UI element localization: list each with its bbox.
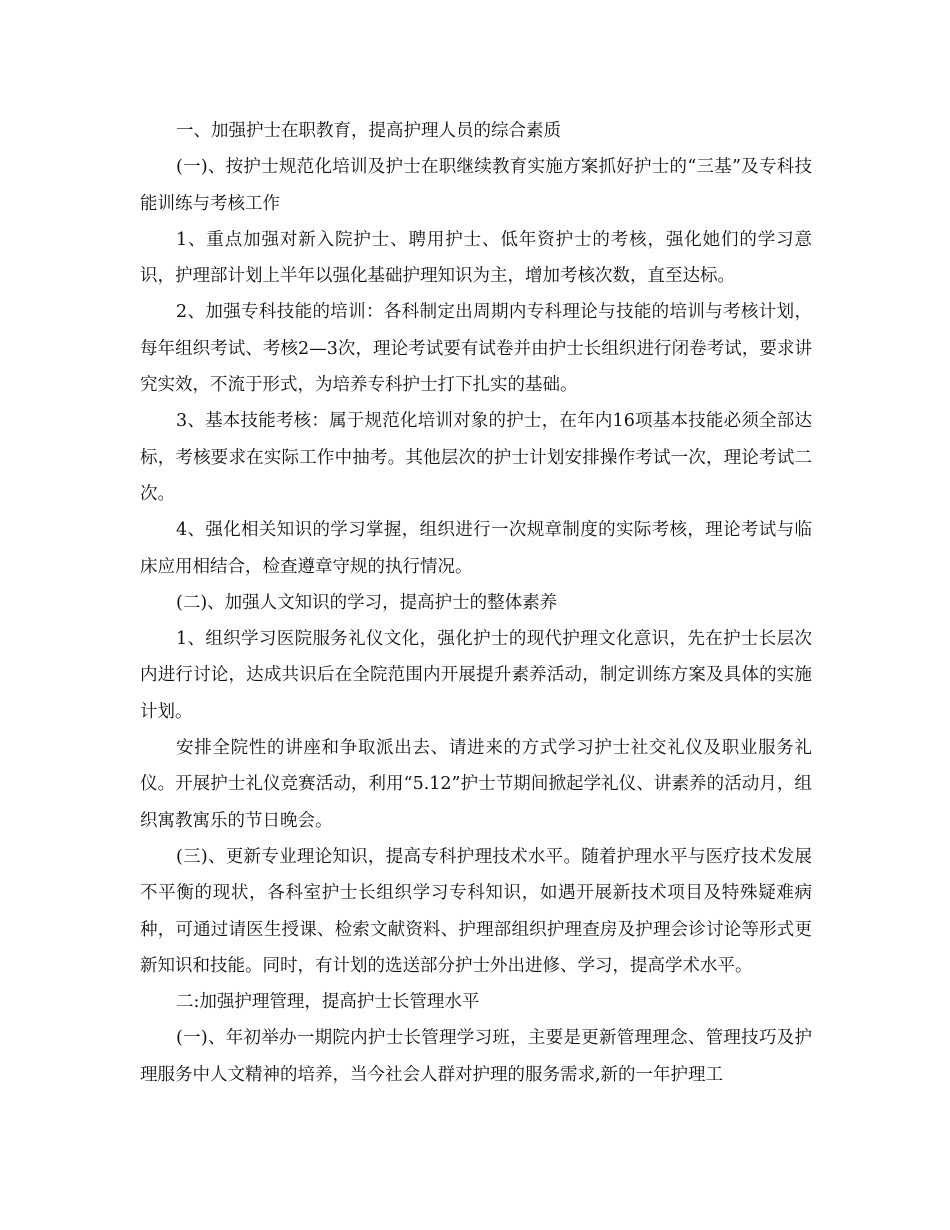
subheading-2-1: (一)、年初举办一期院内护士长管理学习班，主要是更新管理理念、管理技巧及护理服务中人文精神的培养，当今社会人群对护理的服务需求,新的一年护理工 (140, 1028, 812, 1085)
paragraph-item-3: 3、基本技能考核：属于规范化培训对象的护士，在年内16项基本技能必须全部达标，考核要求在实际工作中抽考。其他层次的护士计划安排操作考试一次，理论考试二次。 (140, 411, 812, 504)
paragraph-etiquette: 安排全院性的讲座和争取派出去、请进来的方式学习护士社交礼仪及职业服务礼仪。开展护士礼仪竞赛活动，利用“5.12”护士节期间掀起学礼仪、讲素养的活动月，组织寓教寓乐的节日晚会。 (140, 738, 812, 831)
subheading-1-3: (三)、更新专业理论知识，提高专科护理技术水平。随着护理水平与医疗技术发展不平衡的现状，各科室护士长组织学习专科知识，如遇开展新技术项目及特殊疑难病种，可通过请医生授课、检索文献资料、护理部组织护理查房及护理会诊讨论等形式更新知识和技能。同时，有计划的选送部分护士外出进修、学习，提高学术水平。 (140, 846, 812, 976)
paragraph-item-5: 1、组织学习医院服务礼仪文化，强化护士的现代护理文化意识，先在护士长层次内进行讨论，达成共识后在全院范围内开展提升素养活动，制定训练方案及具体的实施计划。 (140, 629, 812, 722)
heading-section-1: 一、加强护士在职教育，提高护理人员的综合素质 (176, 121, 561, 141)
document-body (140, 113, 812, 1093)
paragraph-item-2: 2、加强专科技能的培训：各科制定出周期内专科理论与技能的培训与考核计划，每年组织考试、考核2—3次，理论考试要有试卷并由护士长组织进行闭卷考试，要求讲究实效，不流于形式，为培养专科护士打下扎实的基础。 (140, 302, 812, 396)
heading-section-2: 二:加强护理管理，提高护士长管理水平 (176, 992, 480, 1013)
subheading-1-1: (一)、按护士规范化培训及护士在职继续教育实施方案抓好护士的“三基”及专科技能训练与考核工作 (140, 157, 812, 214)
paragraph-item-1: 1、重点加强对新入院护士、聘用护士、低年资护士的考核，强化她们的学习意识，护理部计划上半年以强化基础护理知识为主，增加考核次数，直至达标。 (140, 229, 812, 287)
subheading-1-2: (二)、加强人文知识的学习，提高护士的整体素养 (176, 592, 558, 613)
paragraph-item-4: 4、强化相关知识的学习掌握，组织进行一次规章制度的实际考核，理论考试与临床应用相结合，检查遵章守规的执行情况。 (140, 520, 812, 577)
